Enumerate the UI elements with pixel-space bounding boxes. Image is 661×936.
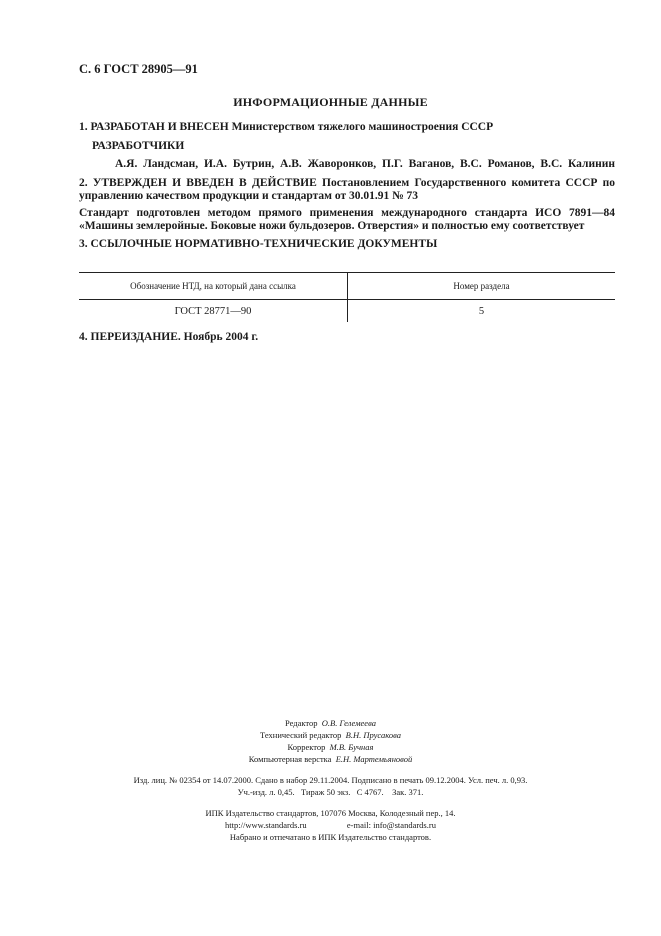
credit-tech-editor [0, 729, 661, 741]
credits-block [0, 717, 661, 765]
item-2 [79, 177, 615, 203]
publishing-line-2: Уч.-изд. л. 0,45. Тираж 50 экз. С 4767. Зак. 371. [237, 787, 424, 797]
credit-proofreader [0, 741, 661, 753]
table-row [79, 300, 615, 323]
cell-section: 5 [478, 305, 485, 317]
credit-proofreader-name: М.В. Бучная [329, 742, 374, 752]
item-4-lead: ПЕРЕИЗДАНИЕ. Ноябрь 2004 г. [90, 331, 259, 343]
imprint-block [0, 807, 661, 843]
credit-proofreader-label: Корректор [287, 742, 326, 752]
imprint-website: http://www.standards.ru [225, 820, 307, 830]
item-2-number: 2. [79, 177, 88, 189]
credit-layout-label: Компьютерная верстка [248, 754, 332, 764]
imprint-address: ИПК Издательство стандартов, 107076 Москва, Колодезный пер., 14. [205, 808, 456, 818]
item-2-lead: УТВЕРЖДЕН И ВВЕДЕН В ДЕЙСТВИЕ [92, 177, 317, 189]
item-1-text: Министерством тяжелого машиностроения СССР [231, 121, 494, 133]
column-header-document: Обозначение НТД, на который дана ссылка [79, 273, 348, 300]
table-header-row [79, 273, 615, 300]
item-1 [79, 121, 615, 134]
item-3-number: 3. [79, 238, 88, 250]
credit-editor-name: О.В. Гелемеева [321, 718, 376, 728]
credit-editor [0, 717, 661, 729]
cell-document: ГОСТ 28771—90 [79, 300, 348, 323]
credit-tech-editor-name: В.Н. Прусакова [345, 730, 401, 740]
publishing-line-1: Изд. лиц. № 02354 от 14.07.2000. Сдано в набор 29.11.2004. Подписано в печать 09.12.2004. Усл. печ. л. 0,93. [133, 775, 528, 785]
item-1-number: 1. [79, 121, 88, 133]
column-header-section: Номер раздела [348, 273, 616, 300]
references-table [79, 272, 615, 322]
credit-tech-editor-label: Технический редактор [260, 730, 342, 740]
item-2-text: Постановлением Государственного комитета СССР по управлению качеством продукции и стандартам от 30.01.91 № 73 [79, 177, 616, 202]
imprint-contacts [0, 819, 661, 831]
credit-editor-label: Редактор [285, 718, 318, 728]
imprint-email: info@standards.ru [373, 820, 436, 830]
imprint-email-label: e-mail: [346, 820, 371, 830]
item-1-lead: РАЗРАБОТАН И ВНЕСЕН [90, 121, 229, 133]
credit-layout-name: Е.Н. Мартемьяновой [335, 754, 413, 764]
standard-note: Стандарт подготовлен методом прямого применения международного стандарта ИСО 7891—84 «Машины землеройные. Боковые ножи бульдозеров. Отверстия» и полностью ему соответствует [79, 207, 615, 232]
item-4 [79, 331, 615, 344]
credit-layout [0, 753, 661, 765]
developers-heading: РАЗРАБОТЧИКИ [92, 140, 185, 152]
publishing-block [0, 774, 661, 798]
developers-list: А.Я. Ландсман, И.А. Бутрин, А.В. Жаворонков, П.Г. Ваганов, В.С. Романов, В.С. Калинин [115, 158, 615, 170]
section-title: ИНФОРМАЦИОННЫЕ ДАННЫЕ [233, 95, 428, 109]
item-3 [79, 238, 615, 251]
item-4-number: 4. [79, 331, 88, 343]
imprint-printed: Набрано и отпечатано в ИПК Издательство стандартов. [229, 832, 432, 842]
item-3-lead: ССЫЛОЧНЫЕ НОРМАТИВНО-ТЕХНИЧЕСКИЕ ДОКУМЕНТЫ [90, 238, 438, 250]
page-header: С. 6 ГОСТ 28905—91 [79, 62, 198, 76]
